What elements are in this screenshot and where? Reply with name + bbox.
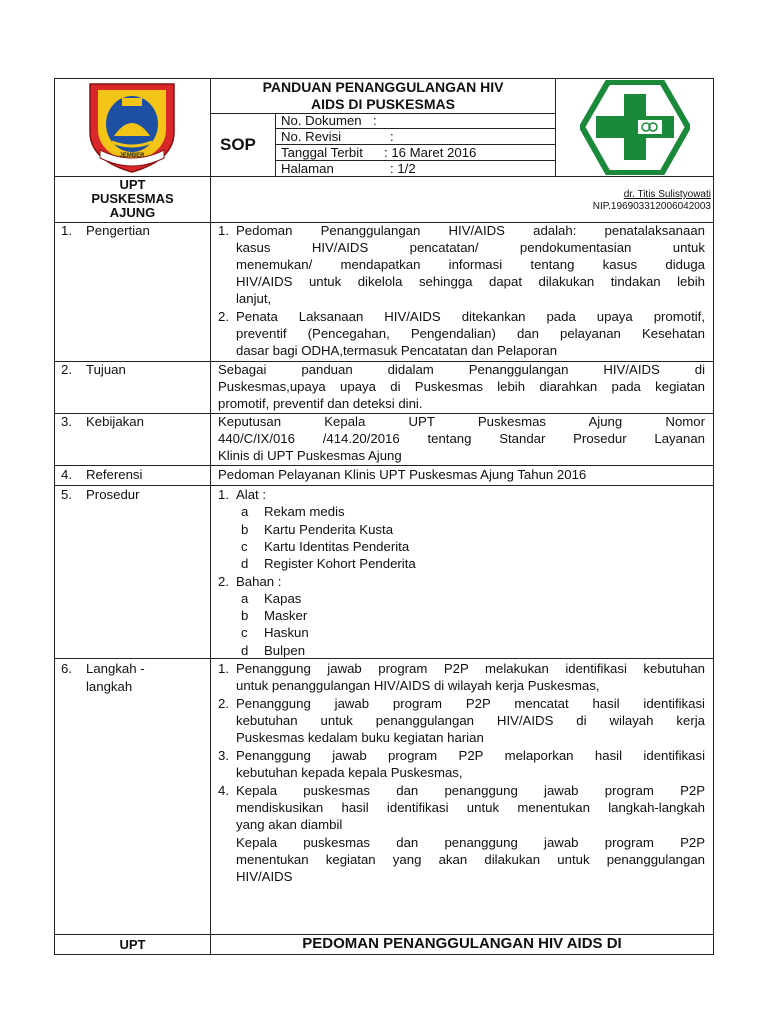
item-letter: b: [241, 608, 249, 623]
text-line: dasar bagi ODHA,termasuk Pencatatan dan Pelaporan: [236, 343, 558, 358]
text-line: kebutuhan untuk penanggulangan HIV/AIDS di wilayah kerja: [236, 713, 705, 728]
text-line: Keputusan Kepala UPT Puskesmas Ajung Nomor: [218, 414, 705, 429]
section-label: langkah: [86, 679, 133, 694]
signer-nip: NIP.196903312006042003: [592, 201, 711, 212]
text-line: Klinis di UPT Puskesmas Ajung: [218, 448, 402, 463]
text-line: menentukan kegiatan yang akan dilakukan untuk penanggulangan: [236, 852, 705, 867]
list-item: Kartu Penderita Kusta: [264, 522, 394, 537]
text-line: yang akan diambil: [236, 817, 343, 832]
section-label: Tujuan: [86, 362, 126, 377]
section-label: Pengertian: [86, 223, 150, 238]
list-item: Kartu Identitas Penderita: [264, 539, 410, 554]
text-line: Kepala puskesmas dan penanggung jawab program P2P: [236, 783, 705, 798]
field-no-dokumen-value: :: [373, 113, 377, 128]
section-num: 4.: [61, 467, 72, 482]
text-line: Penata Laksanaan HIV/AIDS ditekankan pada upaya promotif,: [236, 309, 705, 324]
list-number: 2.: [218, 309, 229, 324]
text-line: untuk penanggulangan HIV/AIDS di wilayah kerja Puskesmas,: [236, 678, 600, 693]
item-letter: d: [241, 556, 249, 571]
puskesmas-logo: [580, 80, 690, 175]
item-letter: c: [241, 539, 248, 554]
list-item: Kapas: [264, 591, 302, 606]
item-letter: d: [241, 643, 249, 658]
list-number: 4.: [218, 783, 229, 798]
org-line2: PUSKESMAS: [91, 191, 174, 206]
text-line: lanjut,: [236, 291, 272, 306]
text-line: mendiskusikan hasil identifikasi untuk menentukan langkah-langkah: [236, 800, 705, 815]
footer-org: UPT: [119, 937, 146, 952]
list-number: 1.: [218, 223, 229, 238]
text-line: Puskesmas kedalam buku kegiatan harian: [236, 730, 484, 745]
doc-title-line1: PANDUAN PENANGGULANGAN HIV: [262, 79, 504, 95]
item-letter: a: [241, 591, 249, 606]
text-line: Puskesmas,upaya upaya di Puskesmas lebih diarahkan pada kegiatan: [218, 379, 705, 394]
section-num: 2.: [61, 362, 72, 377]
section-num: 5.: [61, 487, 72, 502]
item-letter: a: [241, 504, 249, 519]
list-number: 1.: [218, 487, 229, 502]
regency-shield-logo: [84, 80, 180, 174]
text-line: Penanggung jawab program P2P melaporkan hasil identifikasi: [236, 748, 705, 763]
text-line: 440/C/IX/016 /414.20/2016 tentang Standar Prosedur Layanan: [218, 431, 705, 446]
org-line3: AJUNG: [109, 205, 156, 220]
list-item: Haskun: [264, 625, 309, 640]
section-label: Referensi: [86, 467, 143, 482]
field-halaman-value: : 1/2: [390, 161, 416, 176]
sop-label: SOP: [220, 135, 256, 154]
logo-ribbon-text: JEMBER: [119, 153, 145, 159]
field-no-revisi-label: No. Revisi: [281, 129, 342, 144]
text-line: kebutuhan kepada kepala Puskesmas,: [236, 765, 463, 780]
list-item: Rekam medis: [264, 504, 345, 519]
field-halaman-label: Halaman: [281, 161, 334, 176]
text-line: Penanggung jawab program P2P melakukan identifikasi kebutuhan: [236, 661, 705, 676]
list-item: Masker: [264, 608, 308, 623]
text-line: Pedoman Penanggulangan HIV/AIDS adalah: penatalaksanaan: [236, 223, 705, 238]
text-line: promotif, preventif dan deteksi dini.: [218, 396, 423, 411]
item-letter: b: [241, 522, 249, 537]
section-num: 1.: [61, 223, 72, 238]
doc-title-line2: AIDS DI PUSKESMAS: [311, 96, 455, 112]
list-item: Bulpen: [264, 643, 306, 658]
section-label: Langkah -: [86, 661, 145, 676]
field-tanggal-label: Tanggal Terbit: [281, 145, 363, 160]
text-line: preventif (Pencegahan, Pengendalian) dan pelayanan Kesehatan: [236, 326, 705, 341]
text-line: menemukan/ mendapatkan informasi tentang kasus diduga: [236, 257, 705, 272]
list-number: 3.: [218, 748, 229, 763]
field-no-revisi-value: :: [390, 129, 394, 144]
section-label: Kebijakan: [86, 414, 144, 429]
alat-heading: Alat :: [236, 487, 267, 502]
section-num: 6.: [61, 661, 72, 676]
footer-title: PEDOMAN PENANGGULANGAN HIV AIDS DI: [302, 935, 622, 952]
list-number: 2.: [218, 696, 229, 711]
org-line1: UPT: [119, 177, 146, 192]
text-line: HIV/AIDS untuk dikelola sehingga dapat dilakukan tindakan lebih: [236, 274, 705, 289]
list-number: 1.: [218, 661, 229, 676]
text-line: Penanggung jawab program P2P mencatat hasil identifikasi: [236, 696, 705, 711]
section-num: 3.: [61, 414, 72, 429]
field-tanggal-value: : 16 Maret 2016: [384, 145, 477, 160]
list-item: Register Kohort Penderita: [264, 556, 416, 571]
field-no-dokumen-label: No. Dokumen: [281, 113, 362, 128]
text-line: Kepala puskesmas dan penanggung jawab program P2P: [236, 835, 705, 850]
list-number: 2.: [218, 574, 229, 589]
text-line: kasus HIV/AIDS pencatatan/ pendokumentasian untuk: [236, 240, 705, 255]
text-line: HIV/AIDS: [236, 869, 293, 884]
bahan-heading: Bahan :: [236, 574, 282, 589]
section-label: Prosedur: [86, 487, 140, 502]
referensi-text: Pedoman Pelayanan Klinis UPT Puskesmas Ajung Tahun 2016: [218, 467, 587, 482]
item-letter: c: [241, 625, 248, 640]
text-line: Sebagai panduan didalam Penanggulangan HIV/AIDS di: [218, 362, 705, 377]
signer-name: dr. Titis Sulistyowati: [623, 189, 711, 200]
